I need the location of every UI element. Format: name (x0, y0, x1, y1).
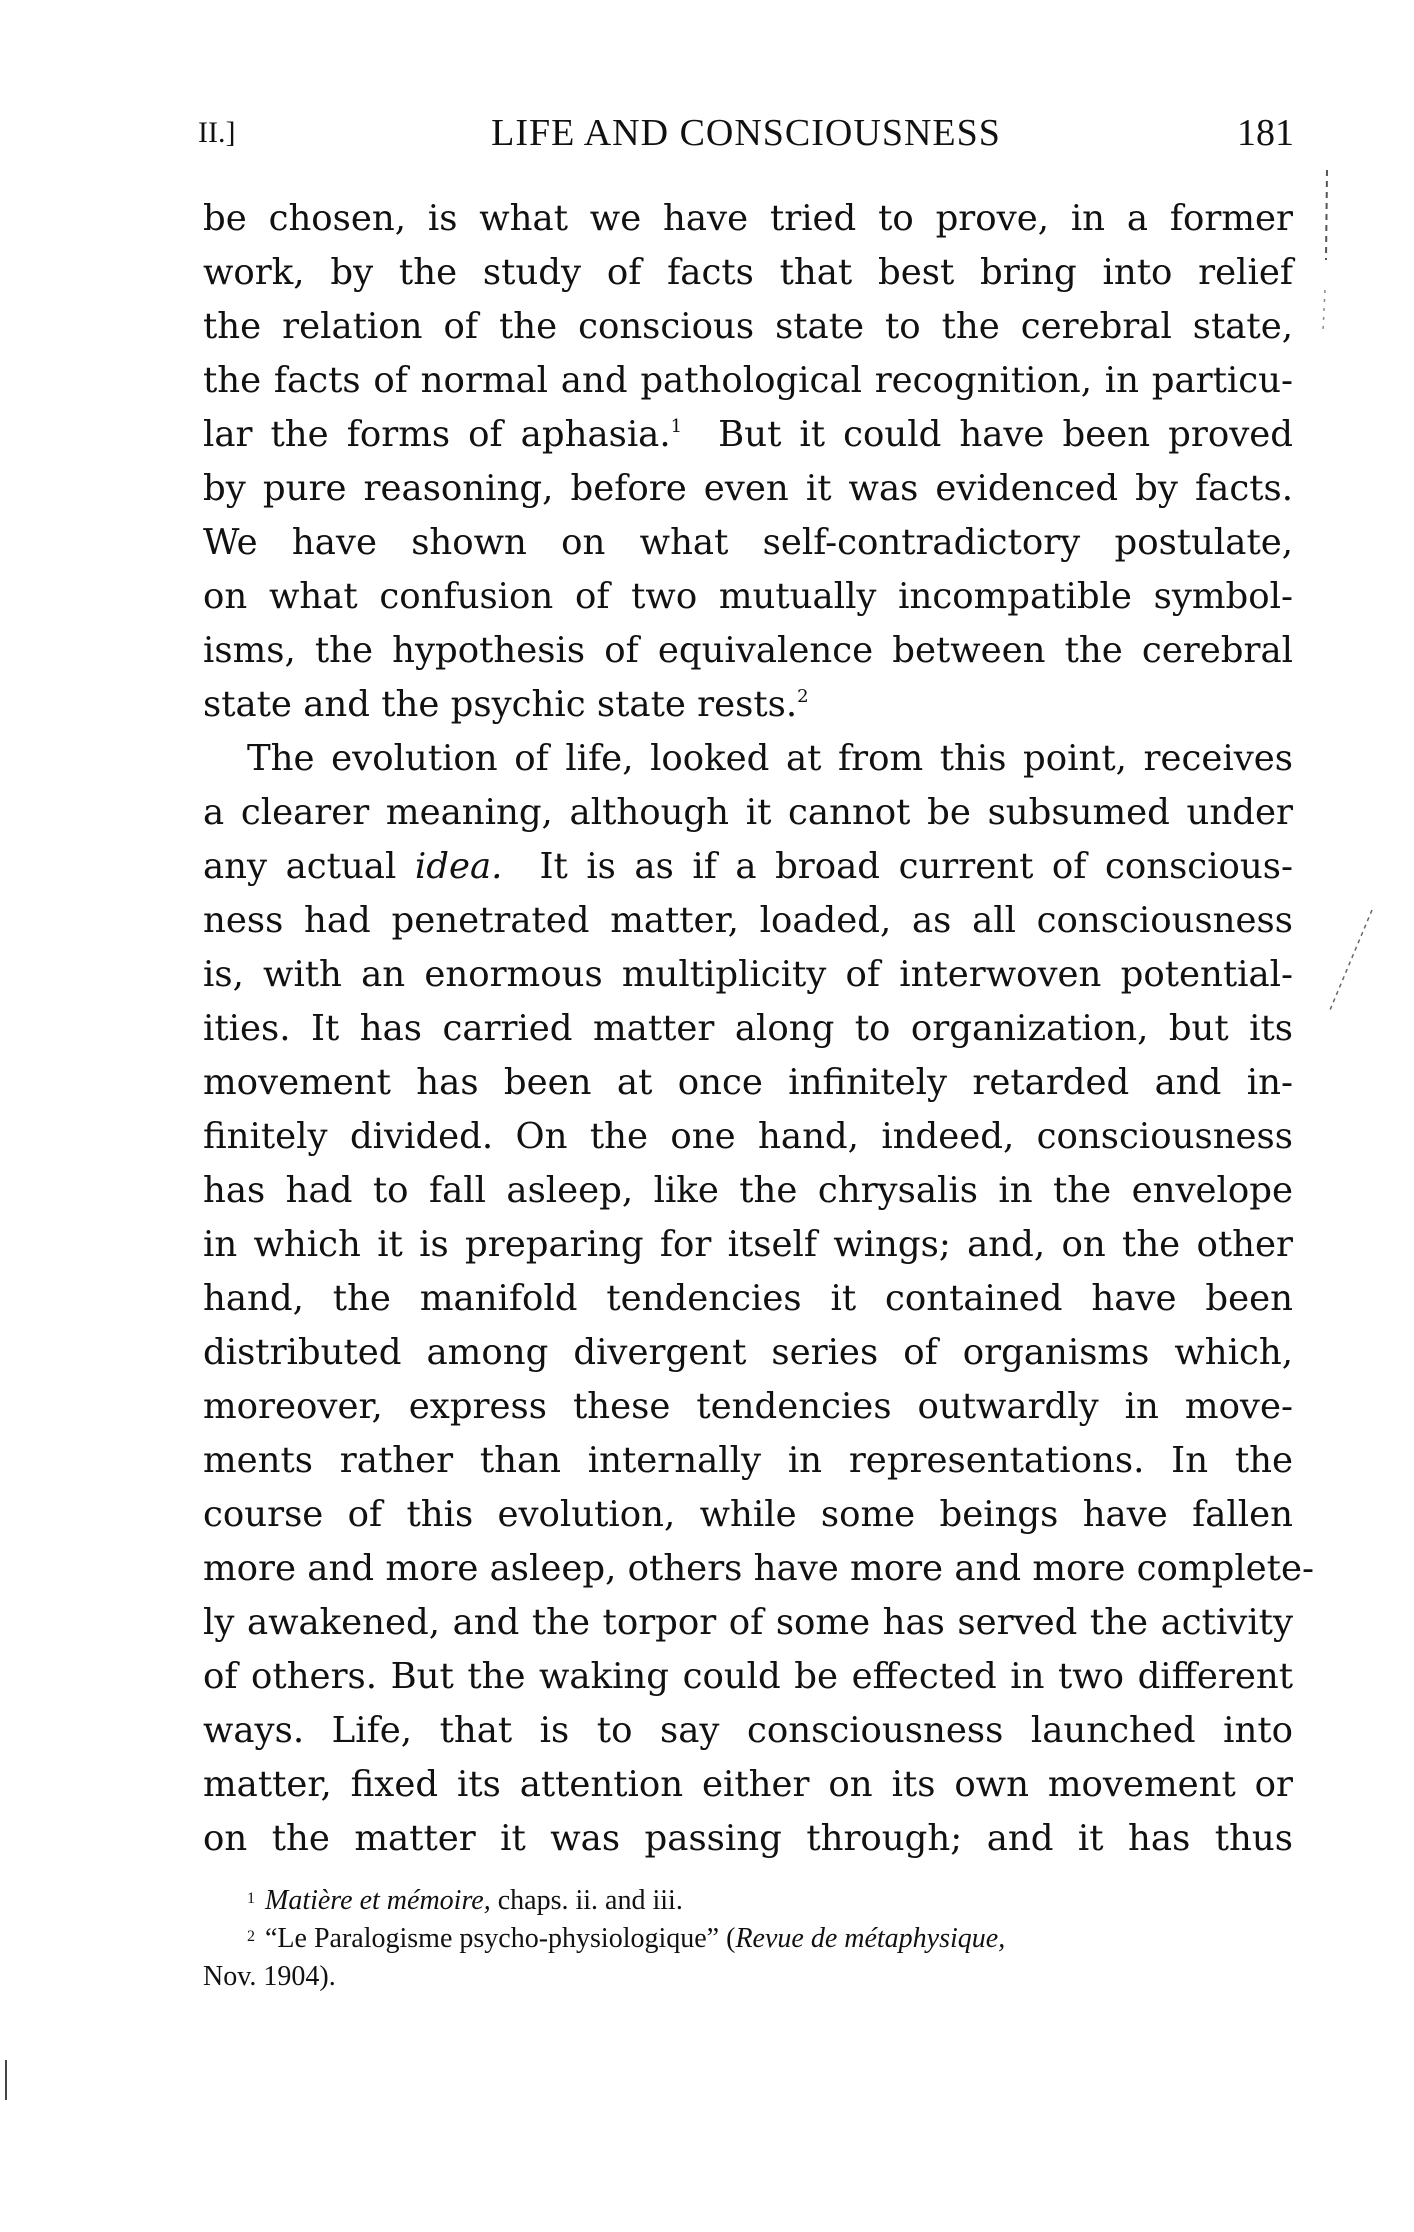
text-run: lar the forms of aphasia. (203, 414, 671, 455)
text-run: any actual (203, 846, 397, 887)
footnote-2-continuation: Nov. 1904). (203, 1961, 336, 1992)
text-line: hand, the manifold tendencies it contained have been (203, 1278, 1293, 1319)
text-line: matter, fixed its attention either on its own movement or (203, 1764, 1293, 1805)
margin-mark (1330, 910, 1372, 1010)
text-run: But it could have been proved (718, 414, 1293, 455)
text-line: finitely divided. On the one hand, indeed, consciousness (203, 1116, 1293, 1157)
text-line: isms, the hypothesis of equivalence between the cerebral (203, 630, 1293, 671)
text-line: movement has been at once infinitely retarded and in- (203, 1062, 1293, 1103)
margin-mark (1326, 170, 1327, 260)
text-line: a clearer meaning, although it cannot be subsumed under (203, 792, 1293, 833)
text-line: be chosen, is what we have tried to prove, in a former (203, 198, 1293, 239)
text-line (203, 678, 1293, 732)
footnote-italic: Revue de métaphysique, (735, 1923, 1006, 1954)
paragraph-start-line: The evolution of life, looked at from this point, receives (247, 738, 1293, 779)
text-line: by pure reasoning, before even it was evidenced by facts. (203, 468, 1293, 509)
text-line: ness had penetrated matter, loaded, as all consciousness (203, 900, 1293, 941)
footnote-ref-2: 2 (797, 686, 809, 707)
text-line: is, with an enormous multiplicity of interwoven potential- (203, 954, 1293, 995)
text-line: ly awakened, and the torpor of some has served the activity (203, 1602, 1293, 1643)
footnote-1 (203, 1882, 1293, 1920)
body-text (203, 192, 1314, 1866)
running-header (198, 108, 1294, 158)
page-number: 181 (1237, 112, 1294, 154)
running-title: LIFE AND CONSCIOUSNESS (491, 112, 1001, 154)
text-line: ments rather than internally in representations. In the (203, 1440, 1293, 1481)
italic-term: idea. (414, 846, 503, 887)
text-line: We have shown on what self-contradictory postulate, (203, 522, 1293, 563)
text-line: moreover, express these tendencies outwardly in move- (203, 1386, 1293, 1427)
text-line: distributed among divergent series of organisms which, (203, 1332, 1293, 1373)
text-line: of others. But the waking could be effected in two different (203, 1656, 1293, 1697)
footnote-2 (203, 1920, 1293, 1958)
footnote-text: “Le Paralogisme psycho-physiologique” ( (265, 1923, 736, 1954)
text-line: ities. It has carried matter along to organization, but its (203, 1008, 1293, 1049)
text-line: in which it is preparing for itself wings; and, on the other (203, 1224, 1293, 1265)
text-line: the facts of normal and pathological recognition, in particu- (203, 360, 1293, 401)
text-line: work, by the study of facts that best bring into relief (203, 252, 1293, 293)
text-line: course of this evolution, while some beings have fallen (203, 1494, 1293, 1535)
footnotes (203, 1882, 1293, 1996)
footnote-italic: Matière et mémoire, (265, 1885, 491, 1916)
footnote-text: chaps. ii. and iii. (497, 1885, 683, 1916)
margin-mark (1323, 290, 1325, 330)
text-run: It is as if a broad current of conscious- (539, 846, 1293, 887)
text-run: state and the psychic state rests. (203, 684, 798, 725)
text-line (203, 408, 1293, 462)
text-line: on the matter it was passing through; and it has thus (203, 1818, 1293, 1859)
text-line (203, 840, 1293, 894)
footnote-ref-1: 1 (670, 416, 683, 437)
text-line: more and more asleep, others have more and more complete- (203, 1548, 1314, 1589)
chapter-marker: II.] (198, 116, 236, 149)
footnote-mark: 2 (247, 1928, 255, 1945)
text-line: ways. Life, that is to say consciousness launched into (203, 1710, 1293, 1751)
text-line: has had to fall asleep, like the chrysalis in the envelope (203, 1170, 1293, 1211)
footnote-mark: 1 (247, 1890, 255, 1907)
text-line: on what confusion of two mutually incompatible symbol- (203, 576, 1293, 617)
text-line: the relation of the conscious state to the cerebral state, (203, 306, 1293, 347)
